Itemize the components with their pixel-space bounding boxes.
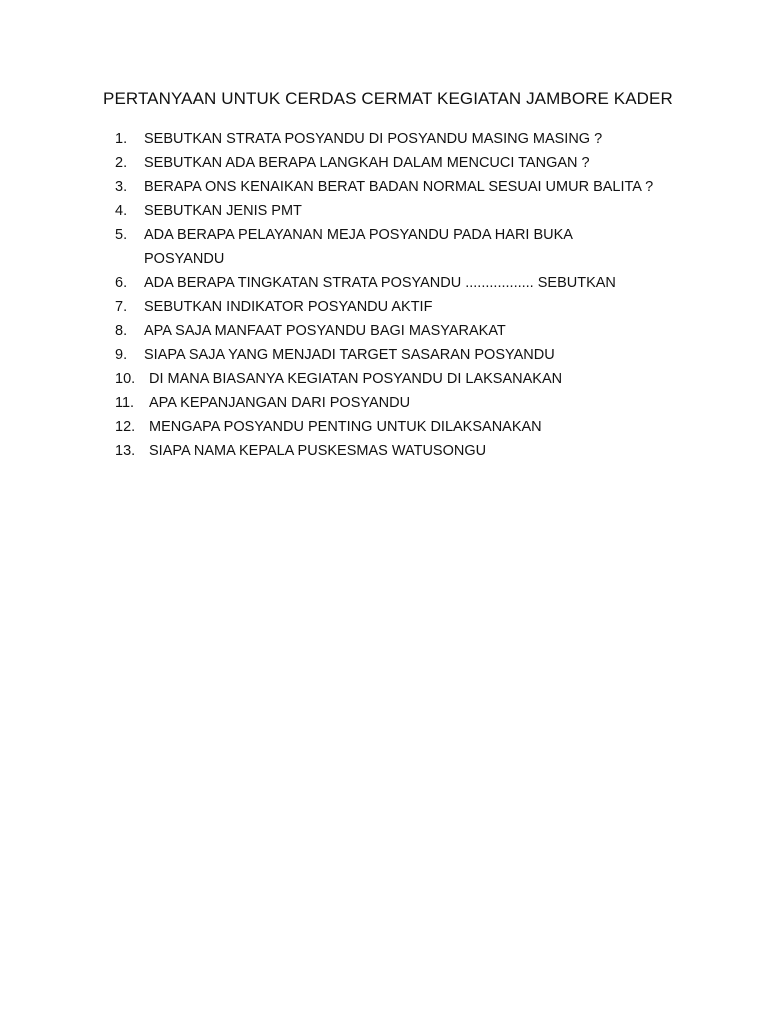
question-number: 13. [115, 443, 136, 459]
question-item [115, 175, 695, 199]
question-number: 11. [115, 395, 135, 411]
question-number: 6. [115, 275, 128, 291]
question-number: 7. [115, 299, 128, 315]
question-text: DI MANA BIASANYA KEGIATAN POSYANDU DI LAKSANAKAN [149, 371, 563, 387]
question-item [115, 271, 695, 295]
question-item [115, 391, 695, 415]
question-item [115, 151, 695, 175]
question-item [115, 343, 695, 367]
question-item [115, 127, 695, 151]
question-number: 8. [115, 323, 128, 339]
question-number: 10. [115, 371, 136, 387]
question-item [115, 199, 695, 223]
question-number: 12. [115, 419, 136, 435]
question-text: SEBUTKAN INDIKATOR POSYANDU AKTIF [144, 299, 433, 315]
question-number: 1. [115, 131, 128, 147]
question-list [115, 127, 695, 463]
question-text: MENGAPA POSYANDU PENTING UNTUK DILAKSANAKAN [149, 419, 542, 435]
question-text: SEBUTKAN STRATA POSYANDU DI POSYANDU MASING MASING ? [144, 131, 603, 147]
question-number: 2. [115, 155, 128, 171]
question-item [115, 439, 695, 463]
question-number: 9. [115, 347, 128, 363]
question-text: APA SAJA MANFAAT POSYANDU BAGI MASYARAKAT [144, 323, 506, 339]
question-item [115, 223, 695, 271]
question-text: APA KEPANJANGAN DARI POSYANDU [149, 395, 411, 411]
question-number: 4. [115, 203, 128, 219]
question-item [115, 415, 695, 439]
question-number: 5. [115, 227, 128, 243]
question-text: ADA BERAPA TINGKATAN STRATA POSYANDU ................. SEBUTKAN [144, 275, 616, 291]
question-text: SIAPA NAMA KEPALA PUSKESMAS WATUSONGU [149, 443, 487, 459]
question-text: BERAPA ONS KENAIKAN BERAT BADAN NORMAL SESUAI UMUR BALITA ? [144, 179, 654, 195]
question-text: SIAPA SAJA YANG MENJADI TARGET SASARAN POSYANDU [144, 347, 555, 363]
question-number: 3. [115, 179, 128, 195]
question-text: ADA BERAPA PELAYANAN MEJA POSYANDU PADA HARI BUKA POSYANDU [144, 227, 573, 267]
question-item [115, 367, 695, 391]
document-title: PERTANYAAN UNTUK CERDAS CERMAT KEGIATAN JAMBORE KADER [103, 89, 673, 108]
question-item [115, 319, 695, 343]
question-text: SEBUTKAN JENIS PMT [144, 203, 302, 219]
question-text: SEBUTKAN ADA BERAPA LANGKAH DALAM MENCUCI TANGAN ? [144, 155, 590, 171]
question-item [115, 295, 695, 319]
